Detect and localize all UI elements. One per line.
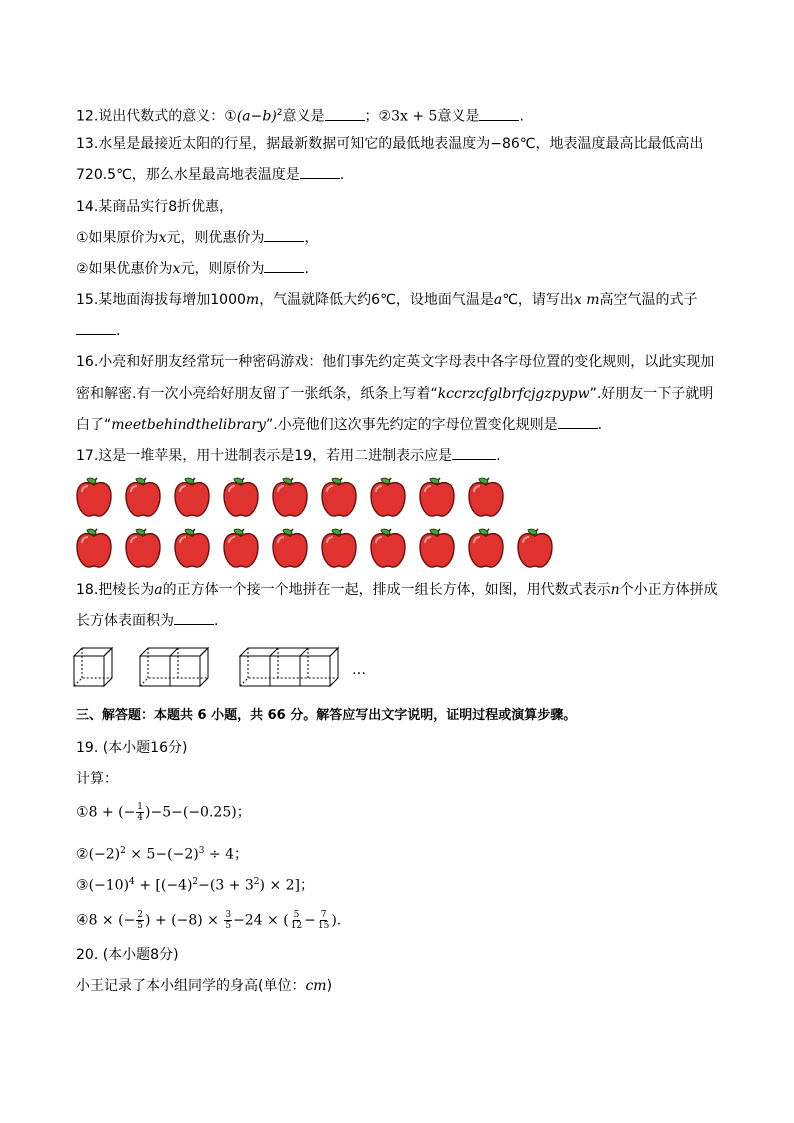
apple-row-1 [74,476,515,522]
answer-blank[interactable] [264,230,304,242]
answer-blank[interactable] [76,323,116,335]
apple-icon [368,476,408,518]
question-16-line1: 16.小亮和好朋友经常玩一种密码游戏：他们事先约定英文字母表中各字母位置的变化规则，以此实现加 [76,354,715,370]
apple-icon [368,527,408,569]
answer-blank[interactable] [264,261,304,273]
question-15-line1: 15.某地面海拔每增加1000m，气温就降低大约6℃，设地面气温是a℃，请写出x m高空气温的式子 [76,292,698,308]
apple-icon [417,476,457,518]
apple-icon [172,527,212,569]
apple-icon [319,476,359,518]
question-16-line3: 白了“meetbehindthelibrary”.小亮他们这次事先约定的字母位置变化规则是 . [76,417,603,433]
question-14-line3: ②如果优惠价为x元，则原价为 . [76,261,309,277]
question-15-line2: . [76,322,120,340]
apple-icon [270,476,310,518]
apple-icon [172,476,212,518]
question-20-text: 小王记录了本小组同学的身高(单位：cm) [76,978,333,994]
apple-icon [123,527,163,569]
answer-blank[interactable] [479,109,519,121]
ellipsis: … [352,662,366,678]
question-13-line2: 720.5℃，那么水星最高地表温度是 . [76,167,345,183]
calc-item-1: ①8 + (− $\frac{1}{4}$ )−5−(−0.25)； [76,802,251,823]
apple-icon [74,476,114,518]
cube-pair [140,648,208,686]
question-14-line2: ①如果原价为x元，则优惠价为 ， [76,230,319,246]
apple-icon [270,527,310,569]
cube-triple [240,648,338,686]
question-12: 12.说出代数式的意义：$①(a-b)^2$意义是 ；②3x + 5意义是 . [76,108,524,125]
question-20-head: 20. (本小题8分) [76,947,179,963]
answer-blank[interactable] [325,109,365,121]
apple-icon [466,527,506,569]
apple-icon [515,527,555,569]
answer-blank[interactable] [452,448,496,460]
apple-icon [466,476,506,518]
answer-blank[interactable] [300,167,340,179]
cube-figure [72,646,342,692]
calc-item-2: $②(-2)^2 \times 5-(-2)^3 \div 4$； [76,846,248,863]
apple-icon [74,527,114,569]
cube-1 [74,648,112,686]
question-18-line2: 长方体表面积为 . [76,613,219,629]
answer-blank[interactable] [558,417,598,429]
apple-icon [221,476,261,518]
question-16-line2: 密和解密.有一次小亮给好朋友留了一张纸条，纸条上写着“kccrzcfglbrfcjgzpypw”.好朋友一下子就明 [76,386,714,402]
calc-item-4: ④8 × (− $\frac{2}{5}$ ) + (−8) × $\frac{3}{5}$ −24 × ( $\frac{5}{12}$ − $\frac{7}{15}$ ). [76,910,342,931]
question-19-intro: 计算： [76,771,118,787]
apple-icon [417,527,457,569]
answer-blank[interactable] [174,613,214,625]
question-19-head: 19. (本小题16分) [76,740,188,756]
question-14-line1: 14.某商品实行8折优惠， [76,199,234,215]
question-17: 17.这是一堆苹果，用十进制表示是19，若用二进制表示应是 . [76,448,501,464]
apple-row-2 [74,527,564,573]
question-18-line1: 18.把棱长为a的正方体一个接一个地拼在一起，排成一组长方体，如图，用代数式表示n个小正方体拼成 [76,582,718,598]
apple-icon [319,527,359,569]
apple-icon [123,476,163,518]
calc-item-3: $③(-10)^4 + [(-4)^2-(3 + 3^2) \times 2]$； [76,877,314,894]
question-13-line1: 13.水星是最接近太阳的行星，据最新数据可知它的最低地表温度为−86℃，地表温度最高比最低高出 [76,136,704,152]
apple-icon [221,527,261,569]
section-3-title: 三、解答题：本题共 6 小题，共 66 分。解答应写出文字说明，证明过程或演算步骤。 [76,708,577,723]
